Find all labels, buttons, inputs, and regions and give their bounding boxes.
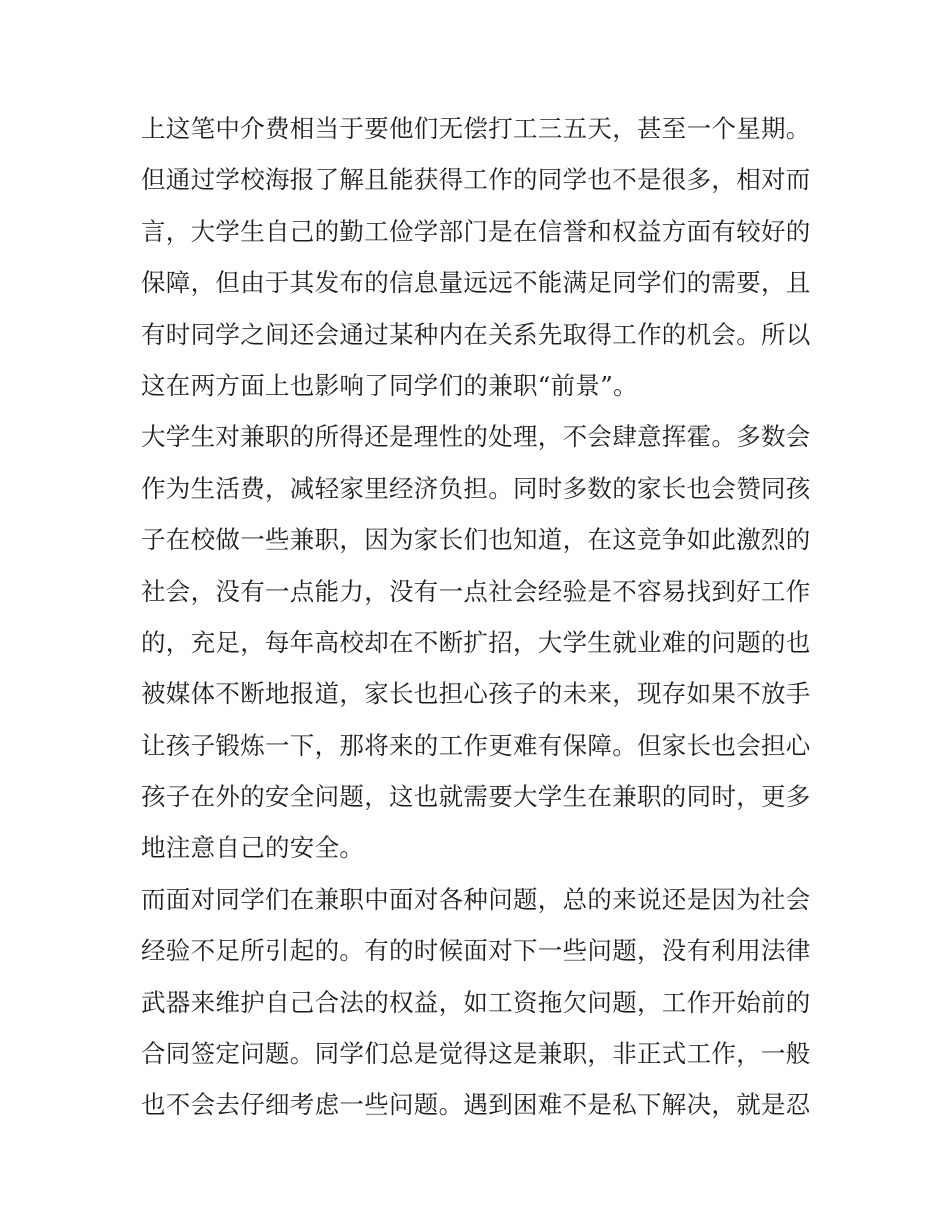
text-line: 而面对同学们在兼职中面对各种问题，总的来说还是因为社会 bbox=[141, 884, 811, 914]
text-line: 这在两方面上也影响了同学们的兼职“前景”。 bbox=[141, 370, 638, 400]
text-line: 地注意自己的安全。 bbox=[141, 833, 365, 863]
text-line: 保障，但由于其发布的信息量远远不能满足同学们的需要，且 bbox=[141, 268, 811, 298]
text-line: 上这笔中介费相当于要他们无偿打工三五天，甚至一个星期。 bbox=[141, 114, 811, 143]
text-line: 孩子在外的安全问题，这也就需要大学生在兼职的同时，更多 bbox=[141, 782, 811, 812]
text-line: 子在校做一些兼职，因为家长们也知道，在这竞争如此激烈的 bbox=[141, 525, 811, 555]
text-line: 经验不足所引起的。有的时候面对下一些问题，没有利用法律 bbox=[141, 936, 811, 966]
text-line: 的，充足，每年高校却在不断扩招，大学生就业难的问题的也 bbox=[141, 627, 811, 657]
text-line: 作为生活费，减轻家里经济负担。同时多数的家长也会赞同孩 bbox=[141, 473, 811, 503]
text-line: 让孩子锻炼一下，那将来的工作更难有保障。但家长也会担心 bbox=[141, 730, 811, 760]
text-line: 有时同学之间还会通过某种内在关系先取得工作的机会。所以 bbox=[141, 319, 811, 349]
text-line: 武器来维护自己合法的权益，如工资拖欠问题，工作开始前的 bbox=[141, 987, 811, 1017]
text-line: 社会，没有一点能力，没有一点社会经验是不容易找到好工作 bbox=[141, 576, 811, 606]
text-line: 大学生对兼职的所得还是理性的处理，不会肆意挥霍。多数会 bbox=[141, 422, 811, 452]
text-line: 言，大学生自己的勤工俭学部门是在信誉和权益方面有较好的 bbox=[141, 216, 811, 246]
text-line: 也不会去仔细考虑一些问题。遇到困难不是私下解决，就是忍 bbox=[141, 1090, 811, 1120]
text-line: 但通过学校海报了解且能获得工作的同学也不是很多，相对而 bbox=[141, 165, 811, 195]
document-body bbox=[141, 103, 811, 1131]
text-line: 合同签定问题。同学们总是觉得这是兼职，非正式工作，一般 bbox=[141, 1039, 811, 1069]
text-line: 被媒体不断地报道，家长也担心孩子的未来，现存如果不放手 bbox=[141, 679, 811, 709]
